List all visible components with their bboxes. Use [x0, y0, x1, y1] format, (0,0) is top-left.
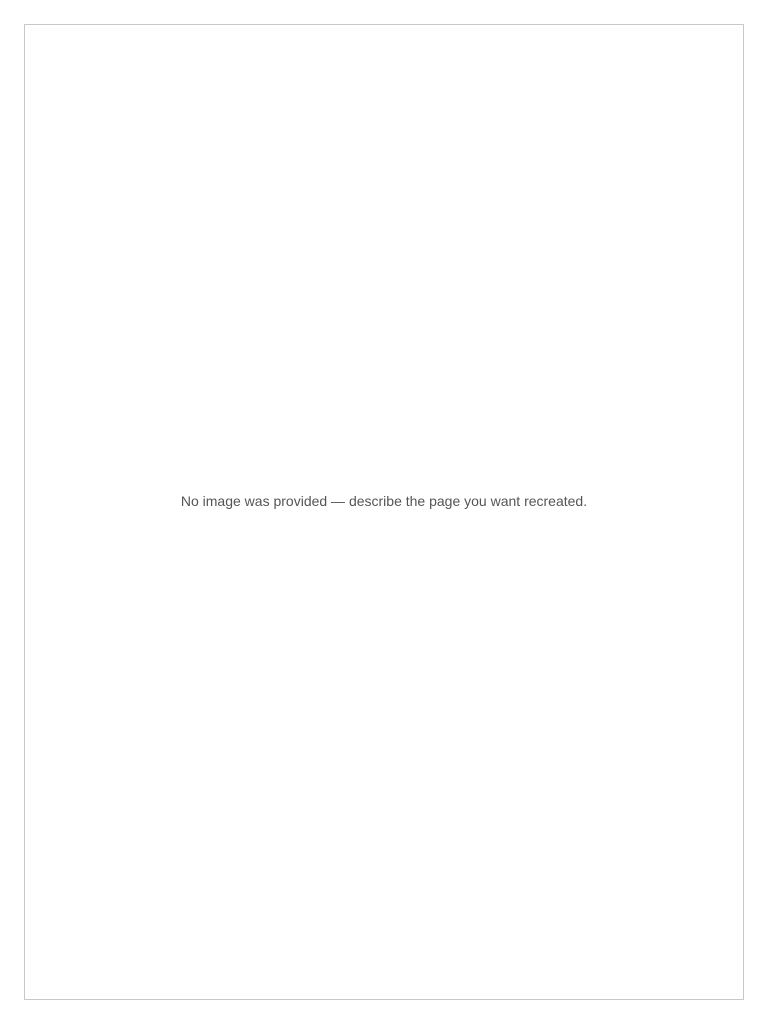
placeholder-frame	[24, 24, 744, 1000]
status-message: No image was provided — describe the page you want recreated.	[180, 492, 588, 509]
